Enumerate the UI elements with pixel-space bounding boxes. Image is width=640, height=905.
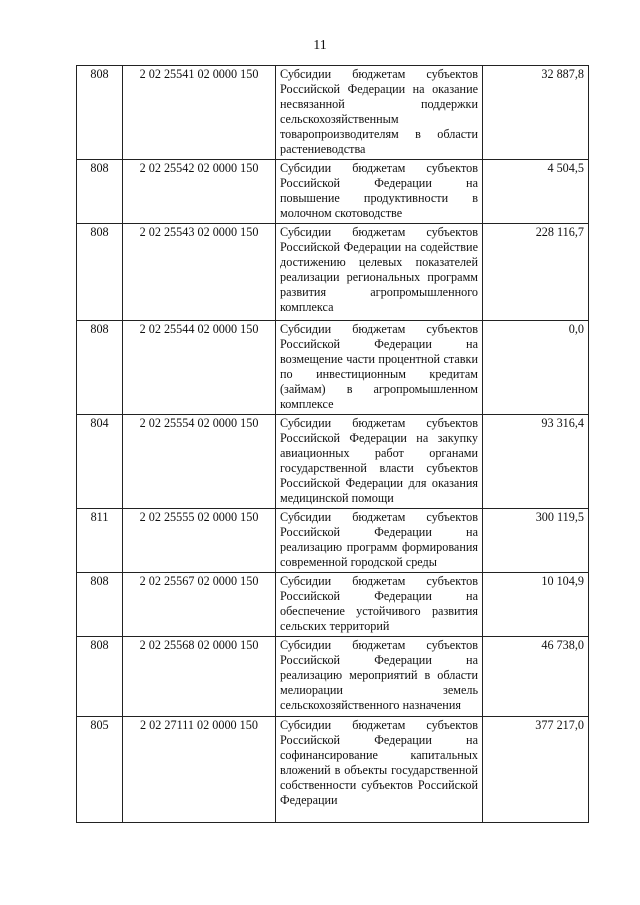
revenue-name-cell: Субсидии бюджетам субъектов Российской Федерации на реализацию мероприятий в области мелиорации земель сельскохозяйственного назначения (276, 637, 483, 717)
admin-code-cell: 804 (77, 415, 123, 509)
budget-classification-code-cell: 2 02 25541 02 0000 150 (123, 66, 276, 160)
amount-cell: 32 887,8 (483, 66, 589, 160)
amount-cell: 300 119,5 (483, 509, 589, 573)
revenue-name-cell: Субсидии бюджетам субъектов Российской Федерации на закупку авиационных работ органами государственной власти субъектов Российской Федерации для оказания медицинской помощи (276, 415, 483, 509)
budget-classification-code-cell: 2 02 25567 02 0000 150 (123, 573, 276, 637)
revenue-name-cell: Субсидии бюджетам субъектов Российской Федерации на повышение продуктивности в молочном скотоводстве (276, 160, 483, 224)
budget-classification-code-cell: 2 02 25543 02 0000 150 (123, 224, 276, 321)
table-row (77, 637, 589, 717)
table-row (77, 321, 589, 415)
budget-classification-code-cell: 2 02 27111 02 0000 150 (123, 717, 276, 823)
table-row (77, 415, 589, 509)
page-number: 11 (313, 38, 327, 53)
revenue-name-cell: Субсидии бюджетам субъектов Российской Федерации на содействие достижению целевых показателей реализации региональных программ развития агропромышленного комплекса (276, 224, 483, 321)
table-row (77, 509, 589, 573)
admin-code-cell: 808 (77, 66, 123, 160)
budget-classification-code-cell: 2 02 25554 02 0000 150 (123, 415, 276, 509)
revenue-name-cell: Субсидии бюджетам субъектов Российской Федерации на реализацию программ формирования современной городской среды (276, 509, 483, 573)
budget-classification-code-cell: 2 02 25555 02 0000 150 (123, 509, 276, 573)
admin-code-cell: 808 (77, 573, 123, 637)
admin-code-cell: 808 (77, 224, 123, 321)
table-row (77, 717, 589, 823)
amount-cell: 4 504,5 (483, 160, 589, 224)
table-row (77, 573, 589, 637)
amount-cell: 10 104,9 (483, 573, 589, 637)
amount-cell: 93 316,4 (483, 415, 589, 509)
budget-subsidies-table (76, 65, 589, 823)
revenue-name-cell: Субсидии бюджетам субъектов Российской Федерации на софинансирование капитальных вложений в объекты государственной собственности субъектов Российской Федерации (276, 717, 483, 823)
admin-code-cell: 808 (77, 321, 123, 415)
revenue-name-cell: Субсидии бюджетам субъектов Российской Федерации на возмещение части процентной ставки по инвестиционным кредитам (займам) в агропромышленном комплексе (276, 321, 483, 415)
revenue-name-cell: Субсидии бюджетам субъектов Российской Федерации на оказание несвязанной поддержки сельскохозяйственным товаропроизводителям в области растениеводства (276, 66, 483, 160)
admin-code-cell: 811 (77, 509, 123, 573)
table-row (77, 224, 589, 321)
admin-code-cell: 805 (77, 717, 123, 823)
admin-code-cell: 808 (77, 160, 123, 224)
budget-classification-code-cell: 2 02 25568 02 0000 150 (123, 637, 276, 717)
budget-classification-code-cell: 2 02 25542 02 0000 150 (123, 160, 276, 224)
table-row (77, 66, 589, 160)
amount-cell: 377 217,0 (483, 717, 589, 823)
revenue-name-cell: Субсидии бюджетам субъектов Российской Федерации на обеспечение устойчивого развития сельских территорий (276, 573, 483, 637)
table-row (77, 160, 589, 224)
amount-cell: 46 738,0 (483, 637, 589, 717)
budget-classification-code-cell: 2 02 25544 02 0000 150 (123, 321, 276, 415)
amount-cell: 228 116,7 (483, 224, 589, 321)
admin-code-cell: 808 (77, 637, 123, 717)
amount-cell: 0,0 (483, 321, 589, 415)
